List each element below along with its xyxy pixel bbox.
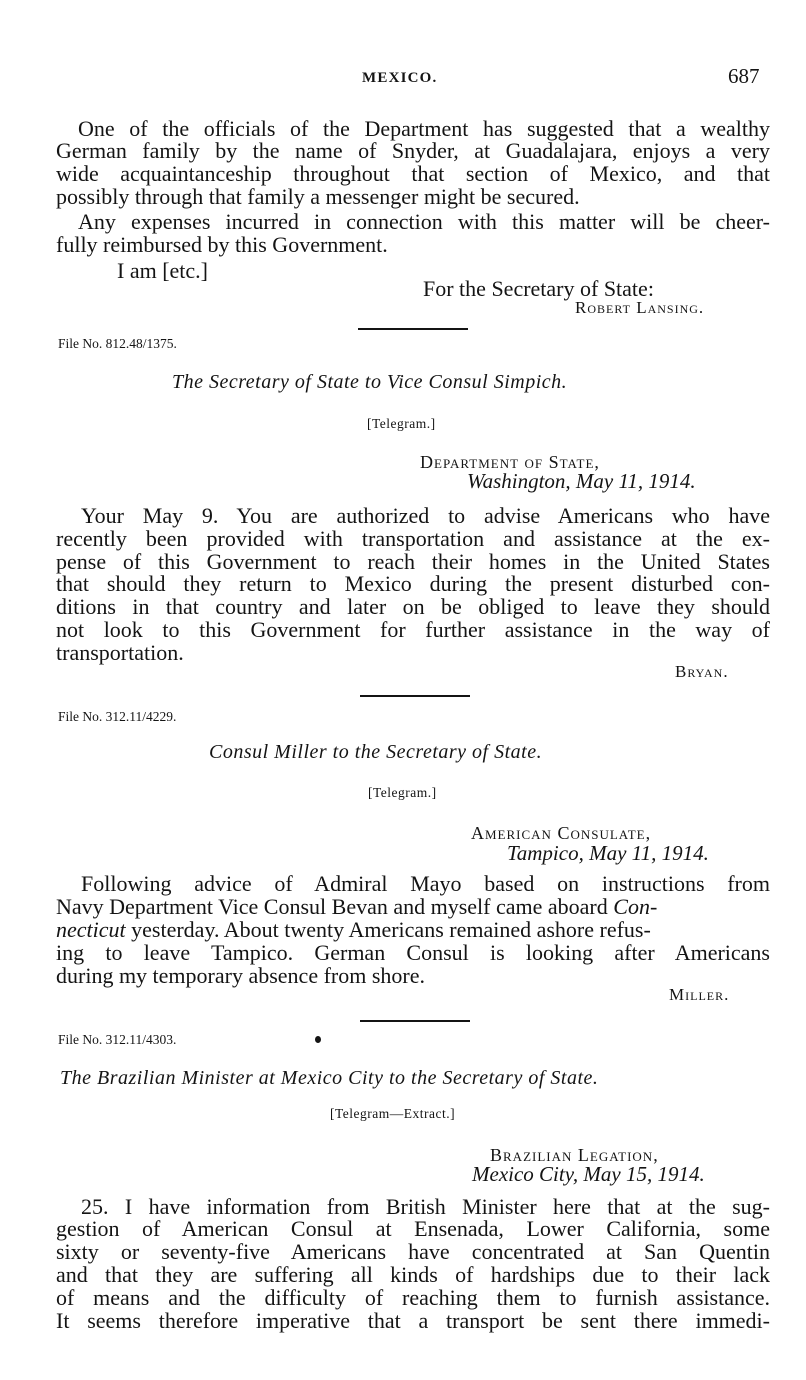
signature: Miller. (669, 985, 730, 1004)
closing: I am [etc.] (117, 258, 208, 283)
body-line: gestion of American Consul at Ensenada, Lower California, some (56, 1216, 770, 1241)
body-line: that should they return to Mexico during the present disturbed con- (56, 571, 770, 596)
place-line: Brazilian Legation, (490, 1145, 659, 1165)
body-line: during my temporary absence from shore. (56, 963, 425, 988)
place-line: American Consulate, (471, 823, 652, 843)
place-line: Department of State, (420, 452, 600, 472)
file-number: File No. 312.11/4303. (58, 1032, 177, 1047)
body-line: and that they are suffering all kinds of hardships due to their lack (56, 1262, 770, 1287)
body-line: ditions in that country and later on be obliged to leave they should (56, 594, 770, 619)
body-line: Following advice of Admiral Mayo based on instructions from (81, 871, 770, 896)
dateline: Washington, May 11, 1914. (467, 469, 696, 493)
body-line: Any expenses incurred in connection with this matter will be cheer- (78, 209, 770, 234)
file-number: File No. 312.11/4229. (58, 709, 177, 724)
body-line: Your May 9. You are authorized to advise Americans who have (81, 503, 770, 528)
running-head: MEXICO. (362, 70, 438, 86)
document-heading: Consul Miller to the Secretary of State. (209, 741, 543, 763)
body-line: ing to leave Tampico. German Consul is looking after Americans (56, 940, 770, 965)
telegram-label: [Telegram—Extract.] (330, 1106, 456, 1121)
section-divider (360, 1020, 470, 1022)
bullet-mark (315, 1036, 321, 1043)
body-line: not look to this Government for further assistance in the way of (56, 617, 770, 642)
body-line: recently been provided with transportation and assistance at the ex- (56, 526, 770, 551)
page-number: 687 (728, 64, 760, 88)
body-line: sixty or seventy-five Americans have concentrated at San Quentin (56, 1239, 770, 1264)
telegram-label: [Telegram.] (367, 416, 436, 431)
body-line: transportation. (56, 640, 184, 665)
dateline: Tampico, May 11, 1914. (507, 841, 709, 865)
body-line: wide acquaintanceship throughout that section of Mexico, and that (56, 161, 770, 186)
ship-name: necticut (56, 917, 126, 942)
telegram-label: [Telegram.] (368, 785, 437, 800)
section-divider (360, 695, 470, 697)
signature: Robert Lansing. (575, 298, 705, 317)
body-line: of means and the difficulty of reaching them to furnish assistance. (56, 1285, 770, 1310)
ship-name: Con- (613, 894, 658, 919)
file-number: File No. 812.48/1375. (58, 336, 177, 351)
body-line: fully reimbursed by this Government. (56, 232, 388, 257)
body-line: It seems therefore imperative that a transport be sent there immedi- (56, 1308, 770, 1333)
body-line: pense of this Government to reach their homes in the United States (56, 549, 770, 574)
body-line: German family by the name of Snyder, at Guadalajara, enjoys a very (56, 138, 770, 163)
document-heading: The Brazilian Minister at Mexico City to the Secretary of State. (60, 1067, 599, 1089)
body-line: 25. I have information from British Minister here that at the sug- (81, 1194, 770, 1219)
dateline: Mexico City, May 15, 1914. (472, 1162, 705, 1186)
body-line: One of the officials of the Department has suggested that a wealthy (78, 116, 770, 141)
body-text: Navy Department Vice Consul Bevan and myself came aboard (56, 894, 614, 919)
signature: Bryan. (675, 662, 729, 681)
signature-label: For the Secretary of State: (423, 276, 654, 301)
section-divider (358, 328, 468, 330)
body-text: yesterday. About twenty Americans remained ashore refus- (125, 917, 651, 942)
body-line: possibly through that family a messenger might be secured. (56, 184, 580, 209)
document-heading: The Secretary of State to Vice Consul Simpich. (172, 371, 568, 393)
